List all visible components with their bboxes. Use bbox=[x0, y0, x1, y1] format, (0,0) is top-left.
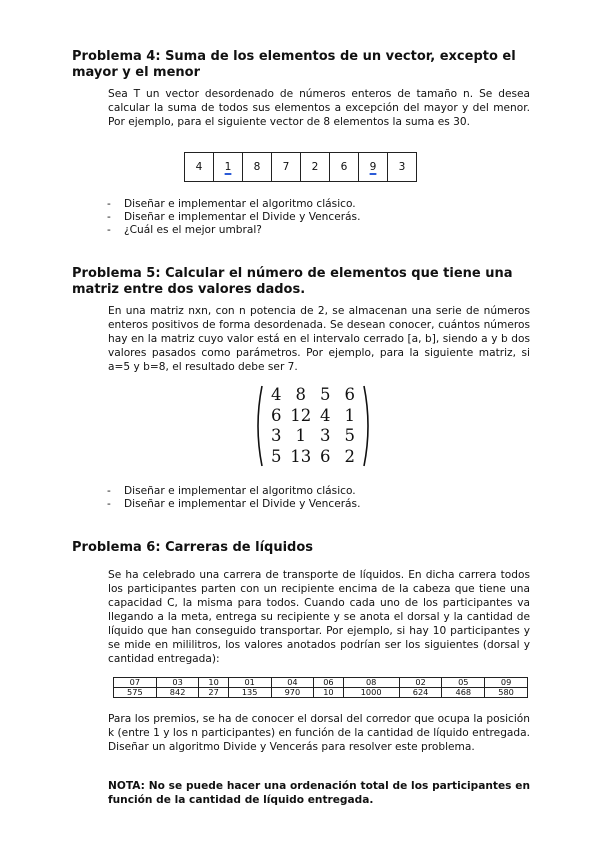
table-cell: 27 bbox=[199, 688, 228, 698]
problem5-title: Problema 5: Calcular el número de elementos que tiene una matriz entre dos valores dados. bbox=[72, 266, 513, 297]
table-cell: 03 bbox=[156, 678, 199, 688]
example-matrix bbox=[252, 384, 374, 468]
race-results-table bbox=[113, 677, 528, 698]
matrix-cell: 6 bbox=[320, 446, 331, 466]
table-cell: 06 bbox=[314, 678, 343, 688]
list-item: - Diseñar e implementar el algoritmo clásico. bbox=[107, 198, 527, 211]
table-row-dorsal bbox=[114, 678, 528, 688]
problem4-description: Sea T un vector desordenado de números enteros de tamaño n. Se desea calcular la suma de todos sus elementos a excepción del mayor y del menor. Por ejemplo, para el siguiente vector de 8 elementos la suma es 30. bbox=[108, 88, 530, 128]
vector-cell: 8 bbox=[243, 153, 272, 182]
table-cell: 10 bbox=[314, 688, 343, 698]
matrix-cell: 3 bbox=[271, 426, 282, 445]
matrix-cell: 4 bbox=[271, 385, 282, 404]
table-cell: 1000 bbox=[343, 688, 399, 698]
table-cell: 07 bbox=[114, 678, 157, 688]
matrix-cell: 4 bbox=[320, 405, 331, 425]
matrix-cell: 6 bbox=[344, 385, 355, 404]
table-cell: 01 bbox=[228, 678, 271, 688]
table-row-cantidad bbox=[114, 688, 528, 698]
vector-cell: 4 bbox=[185, 153, 214, 182]
vector-cell: 7 bbox=[272, 153, 301, 182]
table-cell: 10 bbox=[199, 678, 228, 688]
problem5-task-list bbox=[107, 485, 527, 511]
table-cell: 09 bbox=[485, 678, 528, 688]
left-parenthesis bbox=[252, 384, 264, 468]
problem6-description-2: Para los premios, se ha de conocer el dorsal del corredor que ocupa la posición k (entre 1 y los n participantes) en función de la cantidad de líquido entregada. Diseñar un algoritmo Divide y Vencerás para resolver este problema. bbox=[108, 713, 530, 753]
problem6-description: Se ha celebrado una carrera de transporte de líquidos. En dicha carrera todos los participantes parten con un recipiente encima de la cabeza que tiene una capacidad C, la misma para todos. Cuando cada uno de los participantes va llegando a la meta, entrega su recipiente y se anota el dorsal y la cantidad de líquido que han conseguido transportar. Por ejemplo, si hay 10 participantes y se mide en mililitros, los valores anotados podrían ser los siguientes (dorsal y cantidad entregada): bbox=[108, 569, 530, 665]
table-cell: 135 bbox=[228, 688, 271, 698]
matrix-cell: 12 bbox=[290, 405, 312, 425]
problem5-description: En una matriz nxn, con n potencia de 2, se almacenan una serie de números enteros positivos de forma desordenada. Se desean conocer, cuántos números hay en la matriz cuyo valor está en el intervalo cerrado [a, b], siendo a y b dos valores pasados como parámetros. Por ejemplo, para la siguiente matriz, si a=5 y b=8, el resultado debe ser 7. bbox=[108, 305, 530, 373]
table-cell: 05 bbox=[442, 678, 485, 688]
list-item: - Diseñar e implementar el Divide y Vencerás. bbox=[107, 498, 527, 511]
table-cell: 970 bbox=[271, 688, 314, 698]
table-cell: 575 bbox=[114, 688, 157, 698]
vector-cell: 3 bbox=[388, 153, 417, 182]
table-cell: 624 bbox=[399, 688, 442, 698]
table-cell: 08 bbox=[343, 678, 399, 688]
note-label: NOTA: bbox=[108, 780, 145, 792]
problem4-task-list bbox=[107, 198, 527, 237]
matrix-cell: 5 bbox=[344, 426, 355, 445]
example-vector bbox=[184, 152, 417, 182]
table-cell: 842 bbox=[156, 688, 199, 698]
matrix-cell: 5 bbox=[320, 385, 331, 404]
table-cell: 04 bbox=[271, 678, 314, 688]
right-parenthesis bbox=[362, 384, 374, 468]
problem6-note bbox=[108, 779, 530, 807]
matrix-cell: 3 bbox=[320, 426, 331, 445]
matrix-cell: 1 bbox=[344, 405, 355, 425]
list-item: - Diseñar e implementar el algoritmo clásico. bbox=[107, 485, 527, 498]
problem6-title: Problema 6: Carreras de líquidos bbox=[72, 540, 314, 555]
matrix-cell: 5 bbox=[271, 446, 282, 466]
table-cell: 580 bbox=[485, 688, 528, 698]
note-text: No se puede hacer una ordenación total de los participantes en función de la cantidad de líquido entregada. bbox=[108, 780, 530, 806]
list-item: - ¿Cuál es el mejor umbral? bbox=[107, 224, 527, 237]
vector-cell-min: 1 bbox=[214, 153, 243, 182]
matrix-cell: 13 bbox=[290, 446, 312, 466]
matrix-cell: 2 bbox=[344, 446, 355, 466]
matrix-cell: 1 bbox=[295, 426, 306, 445]
matrix-cell: 6 bbox=[271, 405, 282, 425]
list-item: - Diseñar e implementar el Divide y Vencerás. bbox=[107, 211, 527, 224]
problem4-title: Problema 4: Suma de los elementos de un vector, excepto el mayor y el menor bbox=[72, 49, 516, 80]
table-cell: 02 bbox=[399, 678, 442, 688]
table-cell: 468 bbox=[442, 688, 485, 698]
matrix-cell: 8 bbox=[295, 385, 306, 404]
vector-cell: 6 bbox=[330, 153, 359, 182]
vector-cell: 2 bbox=[301, 153, 330, 182]
vector-cell-max: 9 bbox=[359, 153, 388, 182]
